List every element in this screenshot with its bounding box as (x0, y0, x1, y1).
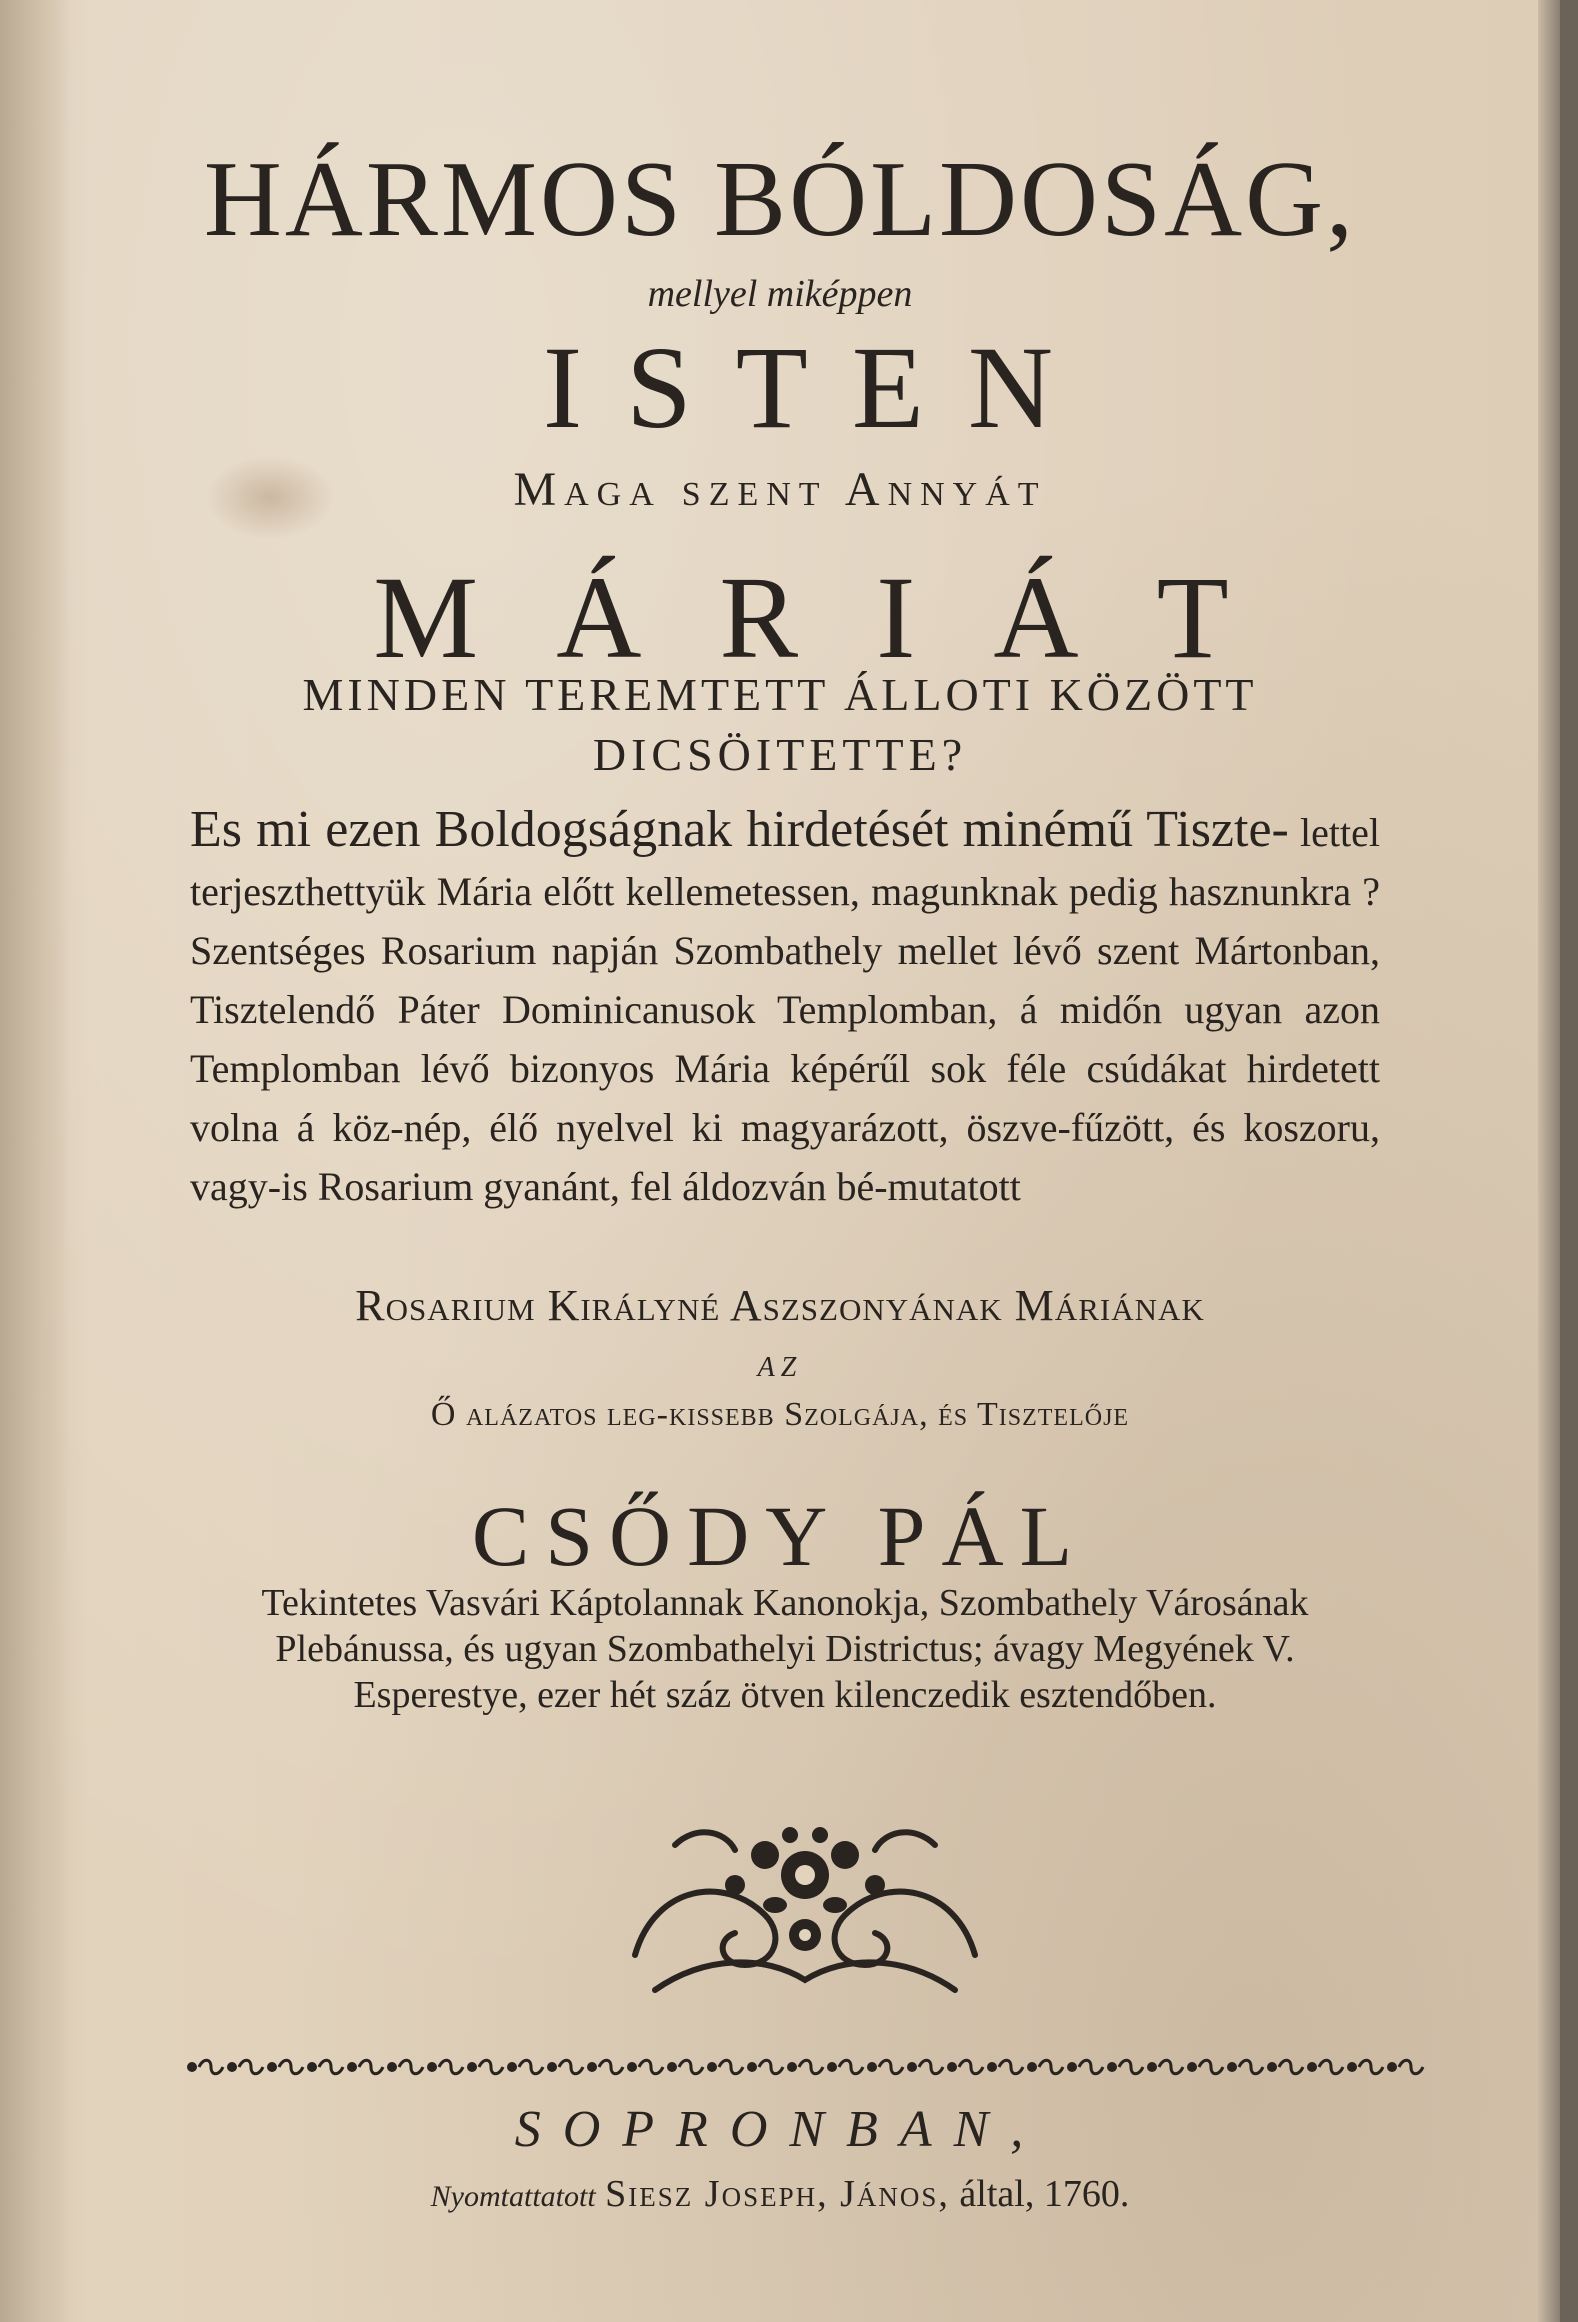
dedication-line: Rosarium Királyné Aszszonyának Máriának (355, 1281, 1205, 1330)
author-description: Tekintetes Vasvári Káptolannak Kanonokja, Szombathely Városának Plebánussa, és ugyan Szombathelyi Districtus; ávagy Megyének V. Esperestye, ezer hét száz ötven kilenczedik esztendőben. (261, 1582, 1309, 1716)
body-paragraph (190, 800, 1380, 1216)
servant-line: Ő alázatos leg-kissebb Szolgája, és Tisztelője (430, 1396, 1130, 1433)
body-rest: lettel terjeszthettyük Mária előtt kellemetessen, magunknak pedig hasznunkra ? Szentséges Rosarium napján Szombathely mellet lévő szent Mártonban, Tisztelendő Páter Dominicanusok Templomban, á midőn ugyan azon Templomban lévő bizonyos Mária képérűl sok féle csúdákat hirdetett volna á köz-nép, élő nyelvel ki magyarázott, öszve-fűzött, és koszoru, vagy-is Rosarium gyanánt, fel áldozván bé-mutatott (190, 810, 1380, 1209)
place-line: SOPRONBAN, (514, 2101, 1046, 2158)
floral-ornament (615, 1805, 995, 2005)
main-title: HÁRMOS BÓLDOSÁG, (203, 140, 1357, 259)
heading-maga: Maga szent Annyát (513, 463, 1047, 516)
imprint-line (0, 2172, 1560, 2216)
heading-mariat: MÁRIÁT (373, 552, 1307, 683)
decorative-border (185, 2054, 1425, 2080)
heading-minden: MINDEN TEREMTETT ÁLLOTI KÖZÖTT (302, 669, 1258, 720)
heading-dicsoitette: DICSÖITETTE? (592, 729, 968, 780)
imprint-printer: Siesz Joseph, János, (605, 2173, 950, 2215)
az-line: AZ (757, 1352, 803, 1383)
heading-isten: ISTEN (542, 322, 1098, 453)
subtitle: mellyel miképpen (647, 273, 913, 315)
body-lead: Es mi ezen Boldogságnak hirdetését minémű Tiszte- (190, 801, 1289, 858)
imprint-printed: Nyomtattatott (430, 2180, 596, 2213)
author-name: CSŐDY PÁL (471, 1488, 1089, 1584)
imprint-rest: által, 1760. (959, 2173, 1130, 2215)
